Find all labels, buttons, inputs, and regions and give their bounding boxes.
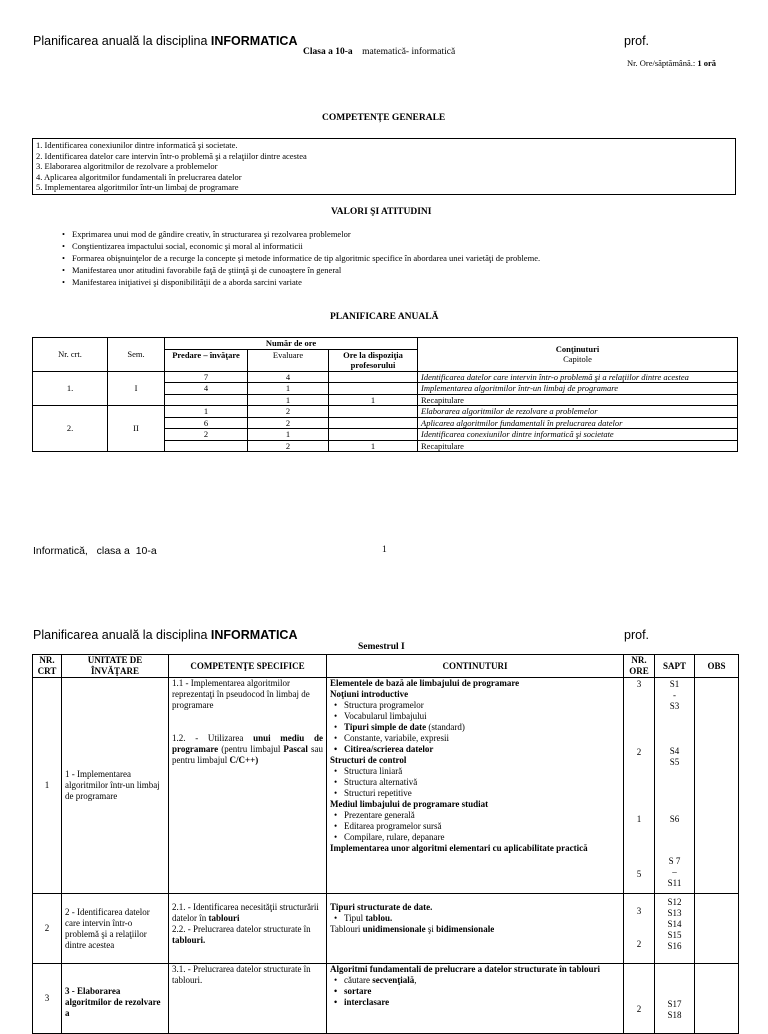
page-title: Planificarea anuală la disciplina INFORMATICA <box>33 34 298 48</box>
header-ore-disp: Ore la dispoziţia profesorului <box>329 349 418 371</box>
header-continuturi: CONTINUTURI <box>327 655 624 678</box>
competente-cell: 2.1. - Identificarea necesităţii structurării datelor în tablouri 2.2. - Prelucrarea datelor structurate în tablouri. <box>169 894 327 964</box>
valoare-item: • Exprimarea unui mod de gândire creativ, în structurarea şi rezolvarea problemelor <box>62 228 742 240</box>
sapt-cell: S12 S13 S14 S15 S16 <box>655 894 695 964</box>
hours-per-week: Nr. Ore/săptămână.: 1 oră <box>627 58 716 68</box>
header-evaluare: Evaluare <box>248 349 329 371</box>
list-item: • Constante, variabile, expresii <box>334 733 620 744</box>
list-item: • sortare <box>334 986 620 997</box>
sapt-cell: S17 S18 <box>655 964 695 1034</box>
table-row: 4 1 Implementarea algoritmilor într-un limbaj de programare <box>33 383 738 395</box>
continuturi-cell: Elementele de bază ale limbajului de programare Noţiuni introductive • Structura programelor • Vocabularul limbajului • Tipuri simple de date (standard) • Constante, variabile, expresii • Citirea/scrierea datelor Structuri de control • Structura liniară • Structura alternativă • Structuri repetitive Mediul limbajului de programare studiat • Prezentare generală • Editarea programelor sursă • Compilare, rulare, depanare Implementarea unor algoritmi elementari cu aplicabilitate practică <box>327 678 624 894</box>
list-item: • Citirea/scrierea datelor <box>334 744 620 755</box>
competenta-item: 1. Identificarea conexiunilor dintre informatică şi societate. <box>36 140 238 150</box>
competenta-item: 2. Identificarea datelor care intervin într-o problemă şi a relaţiilor dintre acestea <box>36 150 307 161</box>
table-row: 2 2 - Identificarea datelor care intervin într-o problemă şi a relaţiilor dintre acestea 2.1. - Identificarea necesităţii structurării datelor în tablouri 2.2. - Prelucrarea datelor structurate în tablouri. Tipuri structurate de date. • Tipul tablou. Tablouri unidimensionale şi bidimensionale 3 2 S12 S13 S14 S15 S16 <box>33 894 739 964</box>
list-item: • Editarea programelor sursă <box>334 821 620 832</box>
planificare-title: PLANIFICARE ANUALĂ <box>330 312 439 322</box>
header-unitate: UNITATE DE ÎNVĂŢARE <box>62 655 169 678</box>
continuturi-cell: Algoritmi fundamentali de prelucrare a datelor structurate în tablouri • căutare secvenţială, • sortare • interclasare <box>327 964 624 1034</box>
competenta-item: 3. Elaborarea algoritmilor de rezolvare a problemelor <box>36 161 218 171</box>
header-sapt: SAPT <box>655 655 695 678</box>
list-item: • Structura alternativă <box>334 777 620 788</box>
table-row: 3 3 - Elaborarea algoritmilor de rezolvare a 3.1. - Prelucrarea datelor structurate în tablouri. Algoritmi fundamentali de prelucrare a datelor structurate în tablouri • căutare secvenţială, • sortare • interclasare 2 S17 S18 <box>33 964 739 1034</box>
prof-label: prof. <box>624 34 650 48</box>
header-sem: Sem. <box>108 338 165 372</box>
header-nr-crt: Nr. crt. <box>33 338 108 372</box>
page-title: Planificarea anuală la disciplina INFORMATICA <box>33 628 298 642</box>
table-row: 6 2 Aplicarea algoritmilor fundamentali în prelucrarea datelor <box>33 417 738 429</box>
competente-cell: 1.1 - Implementarea algoritmilor reprezentaţi în pseudocod în limbaj de programare 1.2. - Utilizarea unui mediu de programare (pentru limbajul Pascal sau pentru limbajul C/C++) <box>169 678 327 894</box>
page-footer: Informatică, clasa a 10-a <box>33 545 157 557</box>
list-item: • Structura liniară <box>334 766 620 777</box>
header-obs: OBS <box>695 655 739 678</box>
semester-title: Semestrul I <box>358 642 405 652</box>
list-item: • Prezentare generală <box>334 810 620 821</box>
list-item: • interclasare <box>334 997 620 1008</box>
competenta-item: 4. Aplicarea algoritmilor fundamentali în prelucrarea datelor <box>36 171 242 182</box>
list-item: • Structuri repetitive <box>334 788 620 799</box>
header-competente: COMPETENŢE SPECIFICE <box>169 655 327 678</box>
list-item: • Tipuri simple de date (standard) <box>334 722 620 733</box>
list-item: • Tipul tablou. <box>334 913 620 924</box>
competente-title: COMPETENȚE GENERALE <box>322 113 446 123</box>
competenta-item: 5. Implementarea algoritmilor într-un limbaj de programare <box>36 182 239 192</box>
header-predare: Predare – învăţare <box>165 349 248 371</box>
class-info: Clasa a 10-a matematică- informatică <box>303 47 456 57</box>
obs-cell <box>695 894 739 964</box>
table-row: 2 1 Identificarea conexiunilor dintre informatică şi societate <box>33 429 738 441</box>
valori-list <box>62 228 742 288</box>
table-row: 1 1 - Implementarea algoritmilor într-un limbaj de programare 1.1 - Implementarea algoritmilor reprezentaţi în pseudocod în limbaj de programare 1.2. - Utilizarea unui mediu de programare (pentru limbajul Pascal sau pentru limbajul C/C++) Elementele de bază ale limbajului de programare Noţiuni introductive • Structura programelor • Vocabularul limbajului • Tipuri simple de date (standard) • Constante, variabile, expresii • Citirea/scrierea datelor Structuri de control • Structura liniară • Structura alternativă • Structuri repetitive Mediul limbajului de programare studiat • Prezentare generală • Editarea programelor sursă • Compilare, rulare, depanare Implementarea unor algoritmi elementari cu aplicabilitate practică 3 2 1 5 S1 - S3 S4 S5 S6 S 7 – S11 <box>33 678 739 894</box>
list-item: • Compilare, rulare, depanare <box>334 832 620 843</box>
table-row: 2. II 1 2 Elaborarea algoritmilor de rezolvare a problemelor <box>33 406 738 418</box>
competente-list <box>32 138 736 195</box>
nr-ore-cell: 3 2 <box>624 894 655 964</box>
list-item: • Structura programelor <box>334 700 620 711</box>
header-nr-ore: NR. ORE <box>624 655 655 678</box>
obs-cell <box>695 964 739 1034</box>
valoare-item: • Formarea obişnuinţelor de a recurge la concepte şi metode informatice de tip algoritmic specifice în abordarea unei varietăţi de probleme. <box>62 252 742 264</box>
table-row: 2 1 Recapitulare <box>33 440 738 452</box>
header-numar-ore: Număr de ore <box>165 338 418 350</box>
list-item: • căutare secvenţială, <box>334 975 620 986</box>
valoare-item: • Manifestarea unor atitudini favorabile faţă de ştiinţă şi de cunoaştere în general <box>62 264 742 276</box>
table-row: 1. I 7 4 Identificarea datelor care intervin într-o problemă şi a relaţiilor dintre acestea <box>33 371 738 383</box>
valori-title: VALORI ŞI ATITUDINI <box>331 207 432 217</box>
list-item: • Vocabularul limbajului <box>334 711 620 722</box>
semester-table <box>32 654 739 1034</box>
header-continuturi: Conţinuturi Capitole <box>418 338 738 372</box>
sapt-cell: S1 - S3 S4 S5 S6 S 7 – S11 <box>655 678 695 894</box>
page-number: 1 <box>382 545 387 555</box>
header-nr-crt: NR. CRT <box>33 655 62 678</box>
obs-cell <box>695 678 739 894</box>
prof-label: prof. <box>624 628 650 642</box>
nr-ore-cell: 3 2 1 5 <box>624 678 655 894</box>
nr-ore-cell: 2 <box>624 964 655 1034</box>
planificare-table <box>32 337 738 452</box>
valoare-item: • Manifestarea iniţiativei şi disponibilităţii de a aborda sarcini variate <box>62 276 742 288</box>
continuturi-cell: Tipuri structurate de date. • Tipul tablou. Tablouri unidimensionale şi bidimensionale <box>327 894 624 964</box>
valoare-item: • Conştientizarea impactului social, economic şi moral al informaticii <box>62 240 742 252</box>
table-row: 1 1 Recapitulare <box>33 394 738 406</box>
